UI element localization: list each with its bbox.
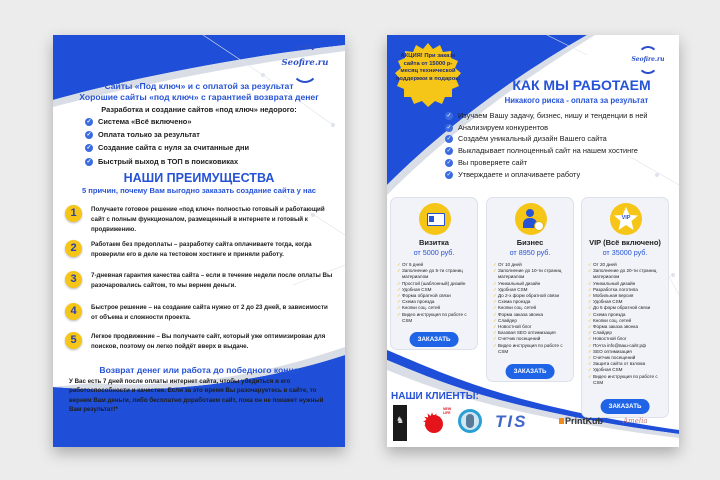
order-button-vip[interactable]: ЗАКАЗАТЬ xyxy=(601,399,650,414)
refund-title: Возврат денег или работа до победного конца xyxy=(99,365,299,375)
plan-card-vip: VIP VIP (Всё включено) от 35000 руб. ✓ От 20 дней ✓ Заполнение до 20-ти страниц материалом ✓ Уникальный дизайн ✓ Разработка логотипа ✓ Мобильная версия ✓ Удобная CSM ✓ До 5 форм обратной связи ✓ Схема проезда ✓ Кнопки соц. сетей ✓ Форма заказа звонка ✓ Слайдер ✓ Новостной блог ✓ Почта info@ваш-сайт.рф ✓ SEO оптимизация ✓ Счетчик посещений ✓ Защита сайта от взлома ✓ Удобная CSM ✓ Видео инструкция по работе с CSM ЗАКАЗАТЬ xyxy=(581,197,669,418)
check-icon: ✓ xyxy=(446,136,452,143)
right-flyer xyxy=(387,35,679,447)
clients-title: НАШИ КЛИЕНТЫ: xyxy=(391,391,479,402)
page-title: КАК МЫ РАБОТАЕМ xyxy=(512,77,651,93)
reason-item: 5 Легкое продвижение – Вы получаете сайт, который уже оптимизирован для поисков, поэтому он легко пойдёт вверх в выдаче. xyxy=(65,332,335,352)
number-badge: 5 xyxy=(65,332,82,349)
check-icon: ✓ xyxy=(86,119,92,126)
advantages-subtitle: 5 причин, почему Вам выгодно заказать создание сайта у нас xyxy=(81,186,317,195)
check-icon: ✓ xyxy=(86,145,92,152)
check-icon: ✓ xyxy=(86,158,92,165)
plan-features: ✓ От 10 дней ✓ Заполнение до 10-ти страниц материалом ✓ Уникальный дизайн ✓ Удобная CSM ✓ До 2-х форм обратной связи ✓ Схема проезда ✓ Кнопки соц. сетей ✓ Форма заказа звонка ✓ Слайдер ✓ Новостной блог ✓ Базовая SEO оптимизация ✓ Счетчик посещений ✓ Видео инструкция по работе с CSM xyxy=(493,262,573,355)
check-icon: ✓ xyxy=(446,159,452,166)
vip-star-icon: VIP xyxy=(610,203,642,235)
step-item: ✓ Создаём уникальный дизайн Вашего сайта xyxy=(446,134,607,144)
reason-item: 3 7-дневная гарантия качества сайта – если в течение недели после оплаты Вы разочаровались сайтом, то мы вернем деньги. xyxy=(65,271,335,291)
reason-item: 2 Работаем без предоплаты – разработку сайта оплачиваете тогда, когда проверили его в деле на тестовом хостинге и приняли работу. xyxy=(65,240,335,260)
step-item: ✓ Изучаем Вашу задачу, бизнес, нишу и тенденции в ней xyxy=(446,111,648,120)
feature-item: ✓ Создание сайта с нуля за считанные дни xyxy=(86,143,250,153)
order-button-biznes[interactable]: ЗАКАЗАТЬ xyxy=(506,364,555,379)
plan-card-vizitka: Визитка от 5000 руб. ✓ От 5 дней ✓ Заполнение до 5-ти страниц материалом ✓ Простой (шаблонный) дизайн ✓ Удобная CSM ✓ Форма обратной связи ✓ Схема проезда ✓ Кнопки соц. сетей ✓ Видео инструкция по работе с CSM ЗАКАЗАТЬ xyxy=(390,197,478,350)
client-logo-new-life: ✹ NEW LIFE xyxy=(422,407,452,436)
feature-item: ✓ Быстрый выход в ТОП в поисковиках xyxy=(86,156,239,166)
number-badge: 1 xyxy=(65,205,82,222)
step-item: ✓ Вы проверяете сайт xyxy=(446,157,528,167)
business-card-icon xyxy=(419,203,451,235)
features-list xyxy=(85,115,335,168)
client-logo-printkub: PrintKub xyxy=(559,405,615,441)
steps-list xyxy=(445,110,677,180)
promo-badge: АКЦИЯ! При заказе сайта от 15000 р- месяц технической поддержки в подарок! xyxy=(395,43,461,109)
reason-item: 1 Получаете готовое решение «под ключ» полностью готовый и работающий сайт с полным функционалом, размещенный в интернете и готовый к продвижению. xyxy=(65,205,335,234)
number-badge: 4 xyxy=(65,303,82,320)
plan-card-biznes: Бизнес от 8950 руб. ✓ От 10 дней ✓ Заполнение до 10-ти страниц материалом ✓ Уникальный дизайн ✓ Удобная CSM ✓ До 2-х форм обратной связи ✓ Схема проезда ✓ Кнопки соц. сетей ✓ Форма заказа звонка ✓ Слайдер ✓ Новостной блог ✓ Базовая SEO оптимизация ✓ Счетчик посещений ✓ Видео инструкция по работе с CSM ЗАКАЗАТЬ xyxy=(486,197,574,382)
step-item: ✓ Анализируем конкурентов xyxy=(446,122,549,132)
check-icon: ✓ xyxy=(446,148,452,155)
left-flyer xyxy=(53,35,345,447)
reason-item: 4 Быстрое решение – на создание сайта нужно от 2 до 23 дней, в зависимости от объема и сложности проекта. xyxy=(65,303,335,323)
client-logo-rabbit: ♞ xyxy=(393,405,407,441)
number-badge: 3 xyxy=(65,271,82,288)
check-icon: ✓ xyxy=(86,132,92,139)
client-logo-script: Amelia xyxy=(623,417,648,425)
check-icon: ✓ xyxy=(446,124,452,131)
seofire-logo: Seofire.ru xyxy=(275,47,335,81)
refund-text: У Вас есть 7 дней после оплаты интернет сайта, чтобы убедиться в его работоспособности и качестве. Если за это время Вы разочаруетесь в сайте, то вернем Вам деньги, либо бесплатно доработаем сайт, пока он не покажет нужный Вам результат!* xyxy=(69,378,324,414)
intro-text: Разработка и создание сайтов «под ключ» недорого: xyxy=(101,105,297,114)
headline-2: Хорошие сайты «под ключ» с гарантией возврата денег xyxy=(79,92,319,102)
check-icon: ✓ xyxy=(446,113,452,120)
number-badge: 2 xyxy=(65,240,82,257)
advantages-title: НАШИ ПРЕИМУЩЕСТВА xyxy=(123,171,275,185)
client-logo-tis: TIS xyxy=(495,412,528,431)
feature-item: ✓ Оплата только за результат xyxy=(86,130,200,140)
order-button-vizitka[interactable]: ЗАКАЗАТЬ xyxy=(410,332,459,347)
step-item: ✓ Утверждаете и оплачиваете работу xyxy=(446,169,581,179)
check-icon: ✓ xyxy=(446,171,452,178)
plan-features: ✓ От 20 дней ✓ Заполнение до 20-ти страниц материалом ✓ Уникальный дизайн ✓ Разработка логотипа ✓ Мобильная версия ✓ Удобная CSM ✓ До 5 форм обратной связи ✓ Схема проезда ✓ Кнопки соц. сетей ✓ Форма заказа звонка ✓ Слайдер ✓ Новостной блог ✓ Почта info@ваш-сайт.рф ✓ SEO оптимизация ✓ Счетчик посещений ✓ Защита сайта от взлома ✓ Удобная CSM ✓ Видео инструкция по работе с CSM xyxy=(588,262,668,386)
page-subtitle: Никакого риска - оплата за результат xyxy=(504,96,649,105)
plan-features: ✓ От 5 дней ✓ Заполнение до 5-ти страниц материалом ✓ Простой (шаблонный) дизайн ✓ Удобная CSM ✓ Форма обратной связи ✓ Схема проезда ✓ Кнопки соц. сетей ✓ Видео инструкция по работе с CSM xyxy=(397,262,477,324)
step-item: ✓ Выкладывает полноценный сайт на нашем хостинге xyxy=(446,146,638,156)
feature-item: ✓ Система «Всё включено» xyxy=(86,117,192,126)
headline-1: Сайты «Под ключ» и с оплатой за результат xyxy=(104,81,294,91)
seofire-logo: Seofire.ru xyxy=(625,47,671,77)
business-user-icon xyxy=(515,203,547,235)
client-logo-circle-rabbit xyxy=(457,405,487,441)
